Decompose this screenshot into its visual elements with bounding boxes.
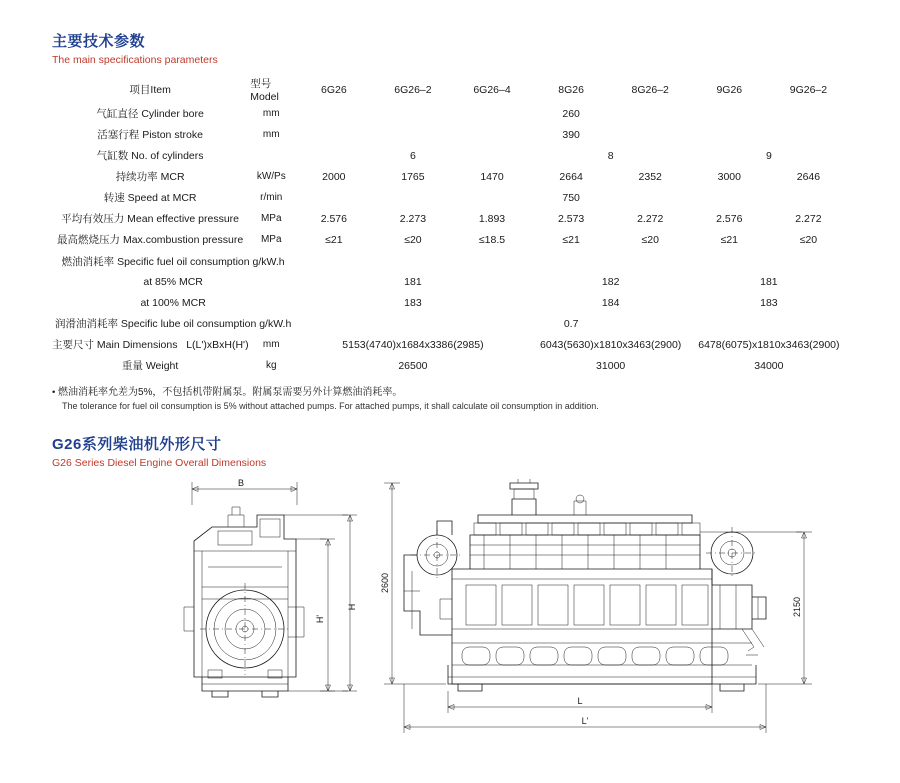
cell-mcp-1: ≤21 bbox=[325, 233, 343, 246]
row-value-speed: 750 bbox=[562, 191, 580, 204]
cell-mcr-4: 2664 bbox=[559, 170, 583, 183]
row-label-no-of-cylinders: 气缸数 No. of cylinders bbox=[96, 150, 204, 162]
cell-dim-9cyl: 6478(6075)x1810x3463(2900) bbox=[698, 338, 840, 351]
row-value-cyl-6: 6 bbox=[410, 149, 416, 162]
row-value-piston-stroke: 390 bbox=[562, 128, 580, 141]
cell-mcp-6: ≤21 bbox=[720, 233, 739, 246]
table-header-row bbox=[52, 76, 848, 103]
dim-label-2600: 2600 bbox=[380, 572, 390, 593]
table-row bbox=[52, 229, 848, 250]
side-view-drawing bbox=[384, 479, 812, 733]
table-row bbox=[52, 103, 848, 124]
cell-mep-6: 2.576 bbox=[716, 212, 743, 225]
cell-mcr-5: 2352 bbox=[638, 170, 662, 183]
notes-block bbox=[52, 385, 848, 415]
row-label-lube: 润滑油消耗率 Specific lube oil consumption g/kW.h bbox=[54, 318, 292, 330]
table-row bbox=[52, 313, 848, 334]
table-row bbox=[52, 145, 848, 166]
specifications-table bbox=[52, 76, 848, 376]
cell-mep-5: 2.272 bbox=[637, 212, 664, 225]
front-view-drawing bbox=[184, 482, 357, 697]
row-unit-dimensions: mm bbox=[262, 339, 280, 350]
dim-label-H: H bbox=[347, 603, 357, 610]
header-model-9g26-2: 9G26–2 bbox=[789, 83, 828, 96]
row-label-cylinder-bore: 气缸直径 Cylinder bore bbox=[96, 108, 204, 120]
header-model-8g26: 8G26 bbox=[558, 83, 584, 96]
cell-mcr-6: 3000 bbox=[717, 170, 741, 183]
engine-dimension-drawings bbox=[52, 479, 848, 739]
note-line-cn: • 燃油消耗率允差为5%，不包括机带附属泵。附属泵需要另外计算燃油消耗率。 bbox=[52, 387, 403, 398]
bullet-icon: • bbox=[52, 387, 56, 398]
row-label-fuel-100: at 100% MCR bbox=[140, 296, 206, 309]
section2-title-en: G26 Series Diesel Engine Overall Dimensions bbox=[52, 456, 267, 469]
row-label-speed: 转速 Speed at MCR bbox=[103, 192, 197, 204]
cell-fuel85-9cyl: 181 bbox=[760, 275, 778, 288]
row-unit-piston-stroke: mm bbox=[262, 129, 280, 140]
header-model: 型号Model bbox=[250, 78, 279, 103]
cell-mep-1: 2.576 bbox=[320, 212, 347, 225]
cell-mep-3: 1.893 bbox=[478, 212, 506, 225]
cell-mep-7: 2.272 bbox=[795, 212, 822, 225]
header-model-8g26-2: 8G26–2 bbox=[631, 83, 669, 96]
cell-mep-2: 2.273 bbox=[399, 212, 427, 225]
cell-mep-4: 2.573 bbox=[557, 212, 585, 225]
cell-weight-8cyl: 31000 bbox=[596, 359, 626, 372]
header-model-6g26-4: 6G26–4 bbox=[473, 83, 511, 96]
row-unit-mcr: kW/Ps bbox=[256, 171, 286, 182]
dim-label-L: L bbox=[577, 695, 583, 706]
row-unit-no-of-cylinders bbox=[248, 145, 294, 166]
row-value-cylinder-bore: 260 bbox=[562, 107, 580, 120]
cell-mcp-7: ≤20 bbox=[799, 233, 818, 246]
cell-weight-9cyl: 34000 bbox=[754, 359, 784, 372]
table-row bbox=[52, 166, 848, 187]
cell-mcp-2: ≤20 bbox=[404, 233, 422, 246]
cell-mcr-7: 2646 bbox=[796, 170, 821, 183]
dim-label-B: B bbox=[237, 478, 245, 488]
engine-drawing-svg bbox=[52, 479, 848, 739]
table-row bbox=[52, 187, 848, 208]
cell-dim-8cyl: 6043(5630)x1810x3463(2900) bbox=[540, 338, 682, 351]
section-title-cn: 主要技术参数 bbox=[52, 33, 146, 50]
cell-weight-6cyl: 26500 bbox=[398, 359, 428, 372]
table-row-fuel-header bbox=[52, 250, 848, 271]
dim-label-H-prime: H' bbox=[315, 614, 325, 623]
header-model-6g26-2: 6G26–2 bbox=[394, 83, 432, 96]
cell-fuel85-6cyl: 181 bbox=[404, 275, 422, 288]
header-model-6g26: 6G26 bbox=[320, 83, 347, 96]
section2 bbox=[52, 433, 848, 469]
row-unit-mep: MPa bbox=[260, 213, 282, 224]
cell-fuel100-6cyl: 183 bbox=[404, 296, 422, 309]
row-label-maxpressure: 最高燃烧压力 Max.combustion pressure bbox=[57, 234, 244, 246]
table-row bbox=[52, 334, 848, 355]
row-label-piston-stroke: 活塞行程 Piston stroke bbox=[97, 129, 203, 141]
row-value-cyl-8: 8 bbox=[607, 149, 614, 162]
cell-mcp-4: ≤21 bbox=[562, 233, 580, 246]
table-row bbox=[52, 292, 848, 313]
row-value-cyl-9: 9 bbox=[765, 149, 772, 162]
cell-fuel85-8cyl: 182 bbox=[601, 275, 620, 288]
cell-mcr-3: 1470 bbox=[480, 170, 504, 183]
row-label-mcr: 持续功率 MCR bbox=[115, 171, 185, 183]
table-row bbox=[52, 208, 848, 229]
table-row bbox=[52, 124, 848, 145]
header-model-9g26: 9G26 bbox=[716, 83, 743, 96]
cell-fuel100-8cyl: 184 bbox=[601, 296, 620, 309]
row-label-mep: 平均有效压力 Mean effective pressure bbox=[61, 213, 240, 225]
dim-label-2150: 2150 bbox=[792, 596, 802, 617]
cell-dim-6cyl: 5153(4740)x1684x3386(2985) bbox=[342, 338, 484, 351]
section2-title-cn: G26系列柴油机外形尺寸 bbox=[52, 435, 222, 453]
row-label-dimensions: 主要尺寸 Main Dimensions L(L')xBxH(H') bbox=[52, 339, 249, 351]
row-value-lube: 0.7 bbox=[563, 317, 579, 330]
row-label-fuel-85: at 85% MCR bbox=[143, 275, 203, 288]
dim-label-L-prime: L' bbox=[581, 715, 589, 726]
row-label-fuel: 燃油消耗率 Specific fuel oil consumption g/kW.h bbox=[61, 256, 285, 268]
note-line-en: The tolerance for fuel oil consumption is 5% without attached pumps. For attached pumps, it shall calculate oil consumption in addition. bbox=[62, 401, 599, 412]
section-title-en: The main specifications parameters bbox=[52, 54, 218, 66]
row-unit-weight: kg bbox=[265, 360, 277, 371]
row-label-weight: 重量 Weight bbox=[121, 360, 179, 372]
header-item: 项目Item bbox=[129, 84, 171, 96]
row-unit-maxpressure: MPa bbox=[260, 234, 282, 245]
cell-mcr-2: 1765 bbox=[401, 170, 425, 183]
row-unit-cylinder-bore: mm bbox=[262, 108, 280, 119]
cell-mcp-5: ≤20 bbox=[641, 233, 659, 246]
cell-mcp-3: ≤18.5 bbox=[478, 233, 506, 246]
row-unit-speed: r/min bbox=[260, 192, 283, 203]
cell-fuel100-9cyl: 183 bbox=[760, 296, 778, 309]
cell-mcr-1: 2000 bbox=[322, 170, 346, 183]
table-row bbox=[52, 355, 848, 376]
table-row bbox=[52, 271, 848, 292]
